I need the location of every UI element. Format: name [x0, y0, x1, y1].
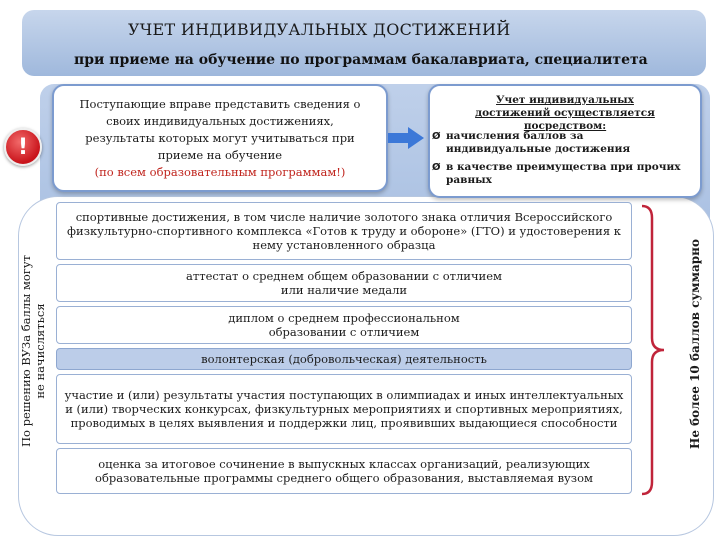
accounting-bullet-text: в качестве преимущества при прочих равных	[446, 161, 681, 186]
accounting-bullet-2	[432, 161, 682, 187]
achievement-item-certificate	[56, 264, 632, 302]
exclamation-circle-icon: !	[4, 128, 42, 166]
achievement-text: оценка за итоговое сочинение в выпускных классах организаций, реализующих образовательные программы среднего общего образования, выставляемая вузом	[95, 457, 593, 485]
notice-text: Поступающие вправе представить сведения о своих индивидуальных достижениях, результаты которых могут учитываться при приеме на обучение	[79, 96, 361, 162]
achievement-item-essay	[56, 448, 632, 494]
right-side-label	[680, 226, 710, 462]
left-side-label	[19, 246, 49, 456]
bullet-arrow-icon: Ø	[432, 162, 441, 173]
achievement-text: диплом о среднем профессиональном образовании с отличием	[228, 311, 460, 339]
bullet-arrow-icon: Ø	[432, 131, 441, 142]
achievement-text: аттестат о среднем общем образовании с отличием или наличие медали	[186, 269, 502, 297]
max-points-label: Не более 10 баллов суммарно	[688, 239, 702, 449]
right-brace-icon	[640, 204, 666, 496]
achievement-text: спортивные достижения, в том числе наличие золотого знака отличия Всероссийского физкультурно-спортивного комплекса «Готов к труду и обороне» (ГТО) и удостоверения к нему установленного образца	[67, 210, 621, 252]
page-subtitle: при приеме на обучение по программам бакалавриата, специалитета	[74, 52, 648, 68]
achievement-text: волонтерская (добровольческая) деятельность	[201, 352, 487, 366]
vuz-decision-label: По решению ВУЗа баллы могут не начисляться	[19, 255, 47, 447]
accounting-title: Учет индивидуальных достижений осуществляется посредством:	[475, 94, 655, 132]
notice-box	[52, 84, 388, 192]
right-arrow-icon	[388, 127, 424, 149]
accounting-bullet-1	[432, 130, 682, 156]
accounting-box	[428, 84, 702, 198]
accounting-bullet-text: начисления баллов за индивидуальные достижения	[446, 130, 631, 155]
achievement-item-sport	[56, 202, 632, 260]
achievement-text: участие и (или) результаты участия поступающих в олимпиадах и иных интеллектуальных и (или) творческих конкурсах, физкультурных мероприятиях и спортивных мероприятиях, проводимых в целях выявления и поддержки лиц, проявивших выдающиеся способности	[64, 388, 624, 430]
notice-highlight: (по всем образовательным программам!)	[94, 164, 346, 179]
page-title: УЧЕТ ИНДИВИДУАЛЬНЫХ ДОСТИЖЕНИЙ	[128, 20, 511, 39]
achievement-item-olympiad	[56, 374, 632, 444]
achievement-item-diploma	[56, 306, 632, 344]
achievement-item-volunteer	[56, 348, 632, 370]
